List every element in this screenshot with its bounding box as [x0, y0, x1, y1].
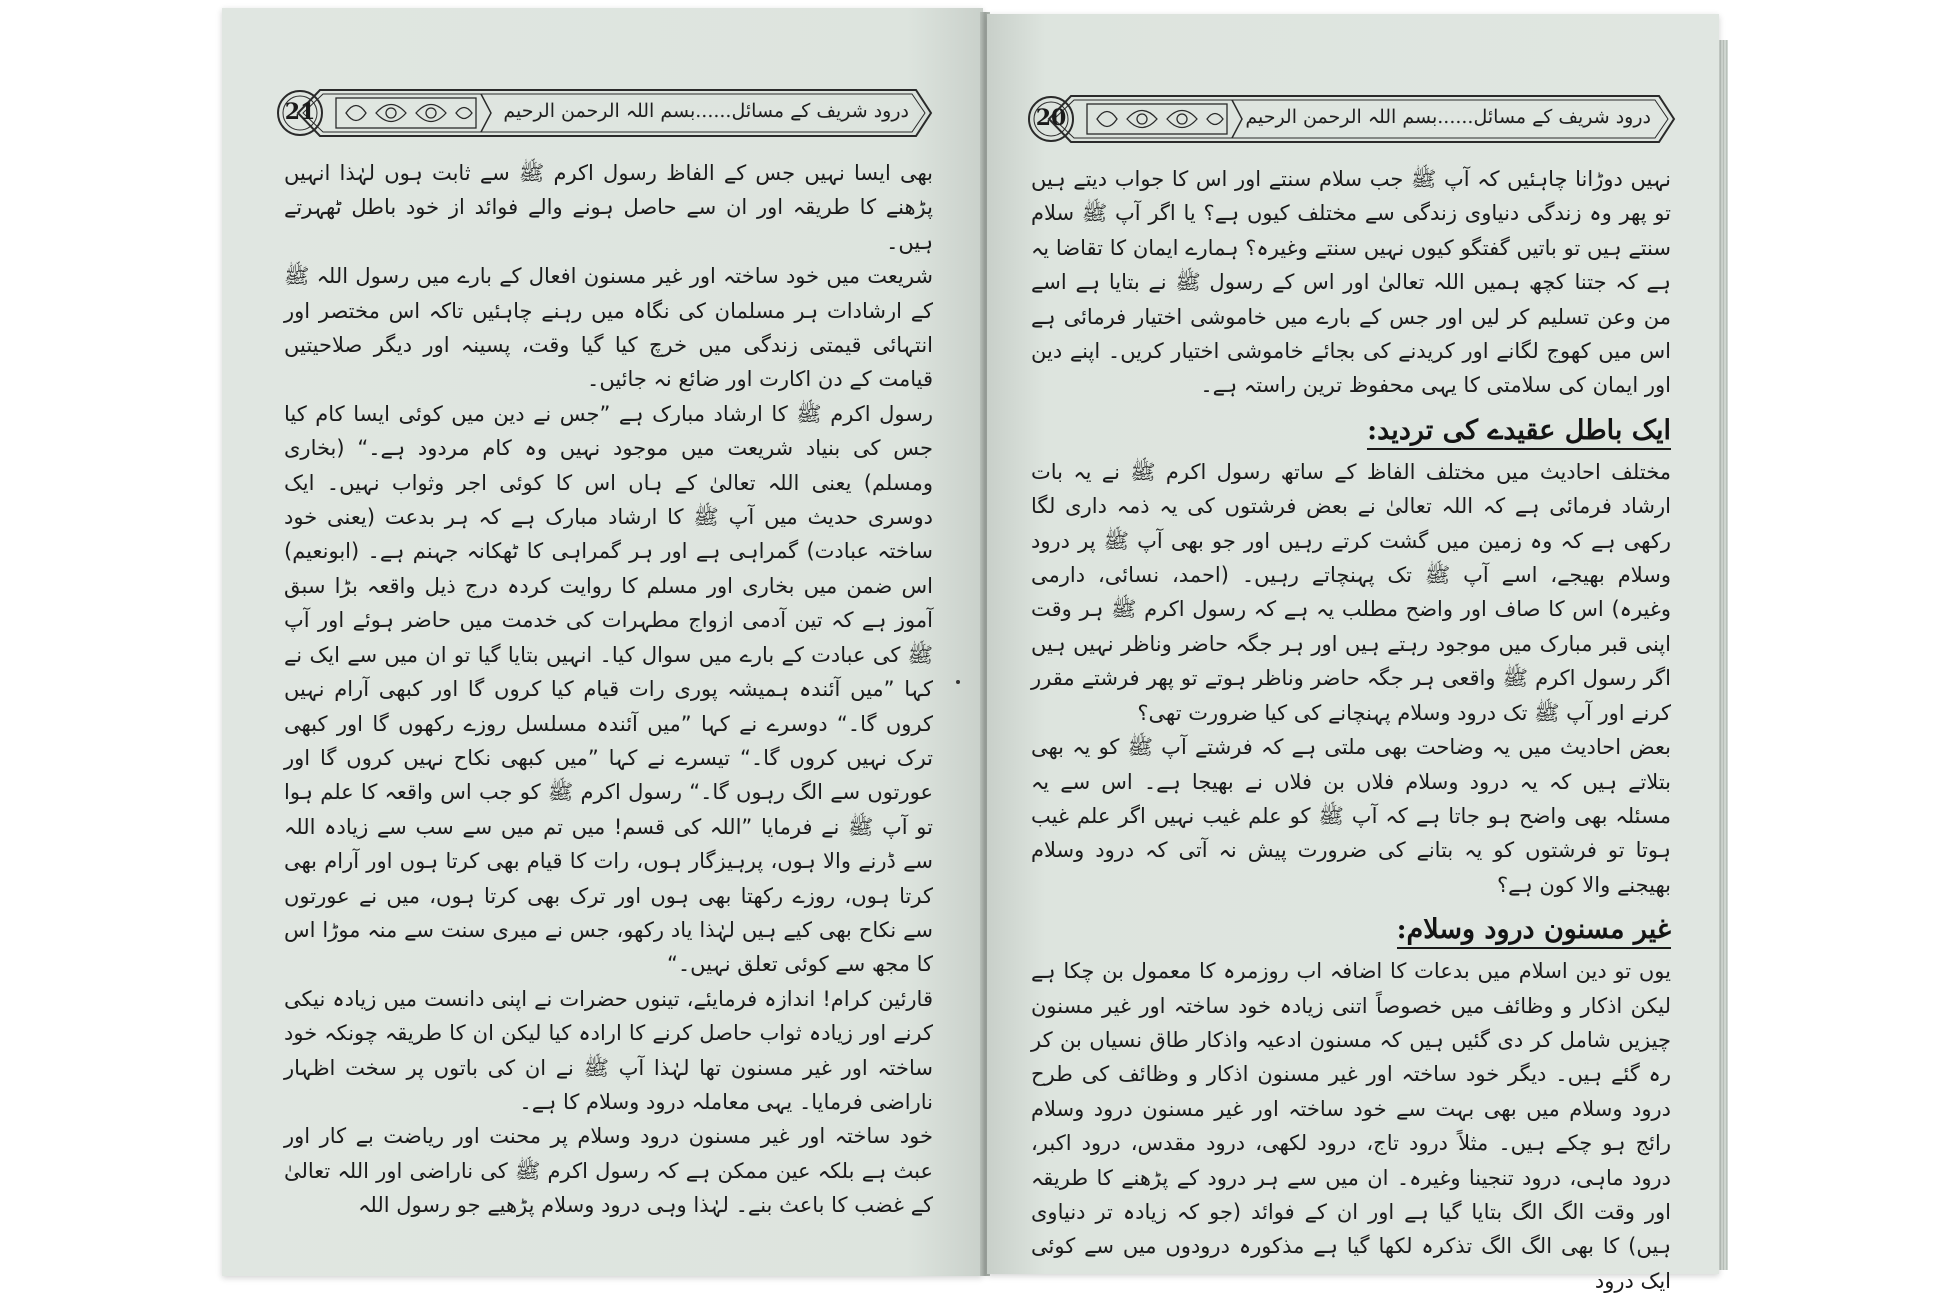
margin-dot	[956, 680, 960, 684]
section-heading	[1031, 411, 1671, 451]
left-page-header	[276, 84, 937, 142]
left-page-body	[284, 156, 933, 1223]
section-heading-text: غیر مسنون درود وسلام:	[1397, 914, 1671, 949]
right-page-body	[1031, 162, 1671, 1298]
paragraph: مختلف احادیث میں مختلف الفاظ کے ساتھ رسول اکرم ﷺ نے یہ بات ارشاد فرمائی ہے کہ اللہ تعالیٰ نے بعض فرشتوں کی یہ ذمہ داری لگا رکھی ہے کہ وہ زمین میں گشت کرتے رہیں اور جو بھی آپ ﷺ پر درود وسلام بھیجے، اسے آپ ﷺ تک پہنچاتے رہیں۔ (احمد، نسائی، دارمی وغیرہ) اس کا صاف اور واضح مطلب یہ ہے کہ رسول اکرم ﷺ ہر وقت اپنی قبر مبارک میں موجود رہتے ہیں اور ہر جگہ حاضر وناظر نہیں ہیں اگر رسول اکرم ﷺ واقعی ہر جگہ حاضر وناظر ہوتے تو پھر فرشتے مقرر کرنے اور آپ ﷺ تک درود وسلام پہنچانے کی کیا ضرورت تھی؟	[1031, 459, 1671, 725]
paragraph: نہیں دوڑانا چاہئیں کہ آپ ﷺ جب سلام سنتے اور اس کا جواب دیتے ہیں تو پھر وہ زندگی دنیاوی زندگی سے مختلف کیوں ہے؟ یا اگر آپ ﷺ سلام سنتے ہیں تو باتیں گفتگو کیوں نہیں سنتے وغیرہ؟ ہمارے ایمان کا تقاضا یہ ہے کہ جتنا کچھ ہمیں اللہ تعالیٰ اور اس کے رسول ﷺ نے بتایا ہے اسے من وعن تسلیم کر لیں اور جس کے بارے میں خاموشی اختیار فرمائی ہے اس میں کھوج لگانے اور کریدنے کی بجائے خاموشی اختیار کریں۔ اپنے دین اور ایمان کی سلامتی کا یہی محفوظ ترین راستہ ہے۔	[1031, 167, 1671, 398]
paragraph: رسول اکرم ﷺ کا ارشاد مبارک ہے ”جس نے دین میں کوئی ایسا کام کیا جس کی بنیاد شریعت میں موجود نہیں وہ کام مردود ہے۔“ (بخاری ومسلم) یعنی اللہ تعالیٰ کے ہاں اس کا کوئی اجر وثواب نہیں۔ ایک دوسری حدیث میں آپ ﷺ کا ارشاد مبارک ہے کہ ہر بدعت (یعنی خود ساختہ عبادت) گمراہی ہے اور ہر گمراہی کا ٹھکانہ جہنم ہے۔ (ابونعیم) اس ضمن میں بخاری اور مسلم کا روایت کردہ درج ذیل واقعہ بڑا سبق آموز ہے کہ تین آدمی ازواج مطہرات کی خدمت میں حاضر ہوئے اور آپ ﷺ کی عبادت کے بارے میں سوال کیا۔ انہیں بتایا گیا تو ان میں سے ایک نے کہا ”میں آئندہ ہمیشہ پوری رات قیام کیا کروں گا اور کبھی آرام نہیں کروں گا۔“ دوسرے نے کہا ”میں آئندہ مسلسل روزے رکھوں گا اور کبھی ترک نہیں کروں گا۔“ تیسرے نے کہا ”میں کبھی نکاح نہیں کروں گا اور عورتوں سے الگ رہوں گا۔“ رسول اکرم ﷺ کو جب اس واقعہ کا علم ہوا تو آپ ﷺ نے فرمایا ”اللہ کی قسم! میں تم میں سے سب سے زیادہ اللہ سے ڈرنے والا ہوں، پرہیزگار ہوں، رات کا قیام بھی کرتا ہوں اور آرام بھی کرتا ہوں، روزے رکھتا بھی ہوں اور ترک بھی کرتا ہوں، میں نے عورتوں سے نکاح بھی کیے ہیں لہٰذا یاد رکھو، جس نے میری سنت سے منہ موڑا اس کا مجھ سے کوئی تعلق نہیں۔“	[284, 401, 933, 977]
left-page	[222, 8, 983, 1276]
section-heading	[1031, 910, 1671, 950]
right-page-header	[1027, 90, 1679, 148]
paragraph: بھی ایسا نہیں جس کے الفاظ رسول اکرم ﷺ سے ثابت ہوں لہٰذا انہیں پڑھنے کا طریقہ اور ان سے حاصل ہونے والے فوائد از خود باطل ٹھہرتے ہیں۔	[284, 161, 933, 254]
paragraph: یوں تو دین اسلام میں بدعات کا اضافہ اب روزمرہ کا معمول بن چکا ہے لیکن اذکار و وظائف میں خصوصاً اتنی زیادہ خود ساختہ اور غیر مسنون چیزیں شامل کر دی گئیں ہیں کہ مسنون ادعیہ واذکار طاق نسیاں بن کر رہ گئے ہیں۔ دیگر خود ساختہ اور غیر مسنون اذکار و وظائف کی طرح درود وسلام میں بھی بہت سے خود ساختہ اور غیر مسنون درود وسلام رائج ہو چکے ہیں۔ مثلاً درود تاج، درود لکھی، درود مقدس، درود اکبر، درود ماہی، درود تنجینا وغیرہ۔ ان میں سے ہر درود کے پڑھنے کا طریقہ اور وقت الگ الگ بتایا گیا ہے اور ان کے فوائد (جو کہ زیادہ تر دنیاوی ہیں) کا بھی الگ الگ تذکرہ لکھا گیا ہے مذکورہ درودوں میں سے کوئی ایک درود	[1031, 959, 1671, 1293]
running-title: درود شریف کے مسائل......بسم اللہ الرحمن الرحیم	[503, 100, 909, 122]
page-number: 21	[284, 99, 316, 125]
paragraph: بعض احادیث میں یہ وضاحت بھی ملتی ہے کہ فرشتے آپ ﷺ کو یہ بھی بتلاتے ہیں کہ یہ درود وسلام فلاں بن فلاں نے بھیجا ہے۔ اس سے یہ مسئلہ بھی واضح ہو جاتا ہے کہ آپ ﷺ کو علم غیب نہیں اگر علم غیب ہوتا تو فرشتوں کو یہ بتانے کی ضرورت پیش نہ آتی کہ درود وسلام بھیجنے والا کون ہے؟	[1031, 735, 1671, 897]
right-page	[987, 14, 1719, 1293]
running-title: درود شریف کے مسائل......بسم اللہ الرحمن الرحیم	[1245, 106, 1651, 128]
paragraph: قارئین کرام! اندازہ فرمایئے، تینوں حضرات نے اپنی دانست میں زیادہ نیکی کرنے اور زیادہ ثواب حاصل کرنے کا ارادہ کیا لیکن ان کا طریقہ چونکہ خود ساختہ اور غیر مسنون تھا لہٰذا آپ ﷺ نے ان کی باتوں پر سخت اظہار ناراضی فرمایا۔ یہی معاملہ درود وسلام کا ہے۔	[284, 986, 933, 1114]
paragraph: شریعت میں خود ساختہ اور غیر مسنون افعال کے بارے میں رسول اللہ ﷺ کے ارشادات ہر مسلمان کی نگاہ میں رہنے چاہئیں تاکہ اس مختصر اور انتہائی قیمتی زندگی میں خرچ کیا گیا وقت، پسینہ اور دیگر صلاحیتیں قیامت کے دن اکارت اور ضائع نہ جائیں۔	[284, 264, 933, 392]
page-edges	[1718, 40, 1728, 1270]
page-number: 20	[1035, 105, 1067, 131]
paragraph: خود ساختہ اور غیر مسنون درود وسلام پر محنت اور ریاضت بے کار اور عبث ہے بلکہ عین ممکن ہے کہ رسول اکرم ﷺ کی ناراضی اور اللہ تعالیٰ کے غضب کا باعث بنے۔ لہٰذا وہی درود وسلام پڑھیے جو رسول اللہ	[284, 1124, 933, 1218]
section-heading-text: ایک باطل عقیدے کی تردید:	[1367, 415, 1671, 450]
